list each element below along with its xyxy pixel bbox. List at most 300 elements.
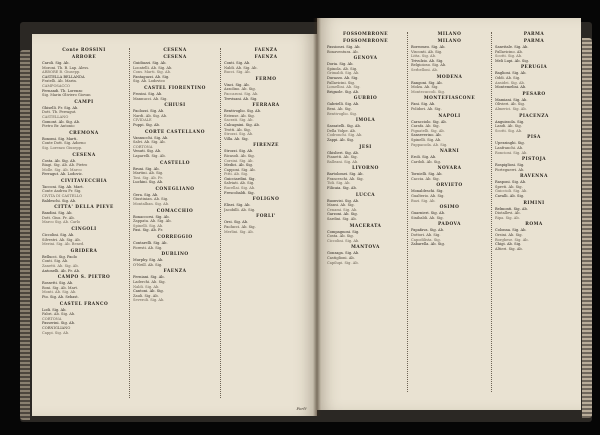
directory-entry	[327, 39, 404, 54]
subscriber-line: Rospigliosi. Sig.	[495, 163, 525, 168]
subscriber-line: Vannucchi. Sig. Ab.	[133, 135, 169, 140]
subscriber-line: Ghislieri. Sig. Ab.	[327, 150, 359, 155]
directory-entry	[327, 245, 404, 265]
subscriber-line: Paccaroni. Sig. Ab.	[224, 91, 259, 96]
subscriber-line: Almerici. Sig. Ab.	[495, 106, 527, 111]
city-heading: FAENZA	[163, 269, 187, 275]
subscriber-line: Gabrielli. Sig. Ab.	[327, 102, 360, 107]
directory-entry	[411, 183, 488, 203]
directory-entry	[224, 77, 308, 101]
city-heading: RIMINI	[523, 200, 545, 206]
directory-entry	[42, 153, 126, 177]
subscriber-line: Gualterio. Ab. Sig.	[411, 194, 445, 199]
city-heading: JESI	[359, 144, 372, 150]
subscriber-line: Pallavicino. Ab.	[495, 49, 523, 54]
subscriber-line: Buonvisi. Sig. Ab.	[327, 198, 360, 203]
directory-entry	[327, 193, 404, 222]
subscriber-line: Mamiani. Sig. Ab.	[495, 97, 528, 102]
subscriber-line: Fratelli. Ab. Marin.	[42, 79, 77, 84]
city-heading: LIVORNO	[352, 166, 379, 172]
directory-entry	[42, 227, 126, 247]
city-heading: OSIMO	[439, 205, 460, 211]
city-heading: MANTOVA	[351, 245, 380, 251]
subscriber-line: Belmonti. Sig. Ab.	[495, 206, 528, 211]
subscriber-line: Sacrati. Sig. Ab.	[224, 118, 254, 123]
column-running-head: FAENZA	[254, 48, 278, 53]
city-heading: NAPOLI	[438, 113, 461, 119]
subscriber-line: Trevisani. Ab. Sig.	[224, 96, 258, 101]
subscriber-line: Spinelli. Sig. Ab.	[411, 137, 442, 142]
subscriber-line: Pignatelli. Sig. Ab.	[411, 128, 445, 133]
subscriber-line: CIVIDALE	[133, 118, 152, 123]
subscriber-line: Fantaguzzi. Ab. Sig.	[133, 74, 170, 79]
subscriber-line: Ricasoli. Ab. Sig.	[224, 153, 255, 158]
subscriber-line: Rangoni. Sig. Ab.	[411, 80, 443, 85]
subscriber-line: Azzolino. Ab. Sig.	[224, 87, 256, 92]
directory-entry	[495, 201, 573, 221]
city-heading: FAENZA	[254, 55, 278, 60]
city-heading: PERUGIA	[520, 65, 548, 71]
directory-entry	[133, 103, 217, 127]
subscriber-line: Sardini. Sig. Ab.	[327, 217, 357, 222]
subscriber-line: Tosi. Sig. Ab. Fr.	[133, 175, 163, 180]
directory-entry	[495, 174, 573, 198]
subscriber-line: Landi. Ab. Sig.	[495, 124, 522, 129]
subscriber-line: Zanetti. Ab. Sig. Ab.	[42, 264, 79, 268]
subscriber-line: Eroli. Sig. Ab.	[411, 155, 437, 160]
subscriber-line: Conte Dott. Sig. Adorno	[42, 141, 86, 146]
subscriber-line: Cenami. Sig. Ab.	[327, 207, 358, 212]
subscriber-line: Gera. Sig. Ab.	[133, 192, 159, 197]
subscriber-line: Garzoni. Ab. Sig.	[327, 212, 358, 217]
city-heading: MACERATA	[349, 223, 382, 229]
city-heading: CASTEL FRANCO	[59, 301, 109, 307]
subscriber-line: Bartolomei. Sig. Ab.	[327, 172, 364, 177]
subscriber-line: Polidori. Ab. Sig.	[411, 106, 442, 111]
directory-entry	[411, 166, 488, 181]
subscriber-line: Strozzi. Sig. Ab.	[224, 132, 254, 137]
subscriber-line: Rasponi. Sig. Ab.	[495, 180, 527, 185]
subscriber-line: Oddi. Ab. Sig.	[495, 75, 521, 80]
city-heading: IMOLA	[355, 118, 376, 124]
subscriber-line: Bonomi. Sig. Marti.	[42, 136, 78, 141]
page-edges-left	[20, 50, 30, 420]
subscriber-line: Rucellai. Sig. Ab.	[224, 186, 256, 191]
subscriber-line: Passionei. Sig. Ab.	[327, 45, 361, 49]
subscriber-line: Bonaccorsi. Sig. Ab.	[133, 214, 170, 219]
directory-entry	[42, 249, 126, 273]
subscriber-line: Tornielli. Sig. Ab.	[411, 172, 443, 177]
left-column-1	[42, 46, 126, 400]
directory-entry	[411, 149, 488, 164]
city-heading: PIACENZA	[519, 113, 549, 119]
directory-entry	[42, 302, 126, 336]
subscriber-line: Montalban. Sig. Ab.	[133, 202, 170, 207]
subscriber-line: Durazzo. Ab. Sig.	[327, 75, 359, 80]
subscriber-line: Serbelloni. Ab.	[411, 67, 438, 72]
subscriber-line: Gomont. Ab. Sig. Ab.	[42, 119, 81, 124]
subscriber-line: Orsini. Ab. Sig.	[495, 233, 523, 238]
directory-entry	[224, 103, 308, 141]
directory-entry	[411, 96, 488, 111]
directory-entry	[42, 275, 126, 299]
subscriber-line: Ciccolini. Sig. Ab.	[327, 238, 360, 243]
subscriber-line: Sig. Ab. Lodovico	[133, 79, 165, 84]
city-heading: GRIDERA	[70, 248, 98, 254]
city-heading: ORVIETO	[436, 183, 463, 189]
subscriber-line: Upezzinghi. Sig.	[495, 141, 525, 146]
subscriber-line: Fani. Sig. Ab.	[411, 102, 436, 107]
subscriber-line: Molle. Sig. Ab. Marco	[42, 167, 82, 172]
city-heading: CASTEL FIORENTINO	[144, 85, 206, 91]
subscriber-line: Sassatelli. Sig. Ab.	[327, 124, 361, 129]
subscriber-line: Estense. Ab. Sig.	[224, 113, 255, 118]
subscriber-line: Naldi. Sig. Ab.	[133, 284, 160, 289]
subscriber-line: Guiccioli. Sig. Ab.	[495, 189, 528, 194]
directory-entry	[42, 131, 126, 151]
subscriber-line: Ferragut. Ab. Lodovic.	[42, 172, 83, 177]
directory-entry	[495, 135, 573, 155]
directory-entry	[224, 55, 308, 75]
subscriber-line: Laderchi. Ab. Sig.	[133, 280, 166, 284]
subscriber-line: Luchini. Sig. Ab.	[133, 180, 164, 185]
city-heading: MONTEFIASCONE	[423, 96, 476, 102]
subscriber-line: Borromeo. Sig. Ab.	[411, 45, 446, 49]
column-running-head: FOSSOMBRONE	[342, 32, 389, 37]
column-rule	[407, 32, 408, 392]
subscriber-line: Pallavicini. Sig.	[327, 80, 355, 85]
subscriber-line: Caroli. Sig. Ab.	[42, 61, 70, 65]
subscriber-line: Rossetti. Sig. Ab.	[42, 281, 74, 286]
city-heading: PESARO	[522, 91, 546, 97]
subscriber-line: Bucci. Sig. Ab.	[224, 70, 251, 75]
subscriber-line: Zappi. Ab. Sig.	[327, 137, 354, 142]
directory-entry	[495, 65, 573, 89]
subscriber-line: Merini. Sig. Ab. Bened.	[42, 242, 85, 247]
subscriber-line: Moroni. Tb. B. Lap. Aless.	[42, 65, 90, 70]
subscriber-line: Montemelini. Ab.	[495, 85, 527, 90]
subscriber-line: Gonzaga. Sig. Ab.	[327, 251, 360, 256]
subscriber-line: Lomellini. Ab. Sig.	[327, 85, 361, 90]
directory-entry	[42, 179, 126, 203]
directory-entry	[133, 235, 217, 250]
subscriber-line: Caccia. Ab. Sig.	[411, 176, 440, 181]
subscriber-line: Pappacoda. Ab. Sig.	[411, 142, 448, 147]
subscriber-line: Baglioni. Sig. Ab.	[495, 71, 527, 76]
subscriber-line: Beni. Ab. Sig.	[327, 106, 352, 111]
subscriber-line: Cardoli. Ab. Sig.	[411, 159, 441, 164]
column-rule	[129, 48, 130, 398]
subscriber-line: Frosini. Sig. Ab.	[133, 91, 163, 96]
left-page	[32, 34, 317, 416]
city-heading: CONEGLIANO	[155, 186, 195, 192]
subscriber-line: Colonna. Sig. Ab.	[495, 228, 527, 233]
directory-entry	[411, 75, 488, 95]
subscriber-line: Marco Sig. Ab. Carlo	[42, 220, 81, 225]
subscriber-line: Capilupi. Sig. Ab.	[327, 260, 359, 265]
subscriber-line: Montecuccoli. Sig.	[411, 89, 445, 94]
subscriber-line: Zabarella. Ab. Sig.	[411, 242, 445, 247]
subscriber-line: Bentivoglio. Sig. Ab.	[224, 109, 262, 114]
city-heading: CORREGGIO	[157, 235, 193, 241]
subscriber-line: Puppi. Sig. Ab.	[133, 122, 161, 127]
directory-entry	[327, 224, 404, 244]
directory-entry	[133, 55, 217, 84]
subscriber-line: Zappata. Ab. Sig. Ab.	[133, 219, 172, 224]
subscriber-line: Tidi. Sig. Ab.	[327, 181, 351, 186]
subscriber-line: Carafa. Ab. Sig.	[411, 124, 440, 129]
subscriber-line: Grimaldi. Sig. Ab.	[327, 71, 360, 76]
city-heading: FOSSOMBRONE	[342, 39, 389, 44]
city-heading: DUBLINO	[161, 252, 189, 258]
column-running-head: Conte ROSSINI	[62, 48, 106, 53]
subscriber-line: Giustinian. Ab. Sig.	[133, 197, 169, 202]
right-page	[317, 18, 581, 410]
city-heading: MODENA	[436, 74, 463, 80]
subscriber-line: Dott. Tb. Ferragut.	[42, 110, 77, 115]
subscriber-line: ARBORE B. Giusepp.	[42, 70, 81, 75]
subscriber-line: Antonelli. Ab. Fr. Ab.	[42, 268, 81, 273]
city-heading: FERRARA	[252, 103, 280, 109]
subscriber-line: Ciccolini. Sig. Ab.	[42, 233, 75, 238]
city-heading: FIRENZE	[253, 143, 279, 149]
subscriber-line: Boni. Sig. Ab. Mart.	[42, 285, 79, 290]
city-heading: PADOVA	[438, 222, 461, 228]
column-rule	[491, 32, 492, 392]
directory-entry	[133, 86, 217, 101]
subscriber-line: Fabri. Ab. Sig. Ab.	[42, 312, 76, 317]
subscriber-line: Pianetti. Ab. Sig.	[327, 155, 358, 160]
subscriber-line: Nardi. Ab. Sig. Ab.	[133, 113, 168, 118]
subscriber-line: Sig. Lorenzo Giusepp.	[42, 145, 83, 150]
directory-entry	[327, 145, 404, 165]
subscriber-line: Silvestri. Ab. Sig. Ab.	[42, 237, 81, 242]
subscriber-line: Olivieri. Ab. Sig.	[495, 102, 525, 107]
directory-entry	[495, 39, 573, 63]
subscriber-line: Monaldeschi. Sig.	[411, 189, 444, 194]
subscriber-line: Lodi. Sig. Ab.	[42, 307, 67, 312]
subscriber-line: Pietro Br. Antonio	[42, 124, 75, 129]
subscriber-line: Diotallevi. Ab.	[495, 211, 521, 216]
subscriber-line: Costa. Ab. Sig.	[327, 234, 354, 239]
city-heading: PISA	[527, 135, 541, 141]
subscriber-line: CORTONA	[42, 316, 62, 321]
directory-entry	[495, 114, 573, 134]
subscriber-line: Bonaventura. Ab.	[327, 49, 359, 54]
city-heading: CIVITAVECCHIA	[60, 178, 108, 184]
city-heading: CESENA	[163, 55, 187, 60]
subscriber-line: Cappi. Sig. Ab.	[42, 330, 70, 335]
subscriber-line: Doria. Sig. Ab.	[327, 62, 354, 67]
subscriber-line: Visconti. Ab. Sig.	[411, 49, 443, 54]
subscriber-line: Bandini. Sig. Ab.	[42, 211, 73, 216]
directory-entry	[224, 197, 308, 212]
subscriber-line: Locatelli. Ab. Sig. Ab.	[133, 65, 173, 70]
subscriber-line: Cantoni. Ab. Sig.	[133, 289, 164, 294]
column-rule	[220, 48, 221, 398]
subscriber-line: Ferniani. Sig. Ab.	[133, 275, 165, 280]
page-edges-right	[582, 38, 592, 418]
subscriber-line: Dott. Gius. Fr. Ab.	[42, 215, 75, 220]
subscriber-line: Paolucci. Ab. Sig.	[224, 225, 256, 230]
city-heading: PARMA	[523, 39, 545, 44]
subscriber-line: Ansidei. Sig. Ab.	[495, 80, 525, 85]
subscriber-line: Pasi. Sig. Ab. Fr.	[133, 228, 164, 233]
column-running-head: PARMA	[523, 32, 545, 37]
directory-entry	[133, 209, 217, 233]
left-column-2	[133, 46, 217, 400]
subscriber-line: Litta. Sig. Ab.	[411, 54, 437, 59]
city-heading: ROMA	[525, 222, 543, 228]
city-heading: CINGOLI	[71, 227, 97, 233]
subscriber-line: Salviati. Ab. Sig.	[224, 181, 255, 186]
subscriber-line: Biagi. Sig. Ab. Ab. Pietro	[42, 163, 88, 168]
subscriber-line: Conti. Sig. Ab.	[42, 259, 69, 264]
subscriber-line: Guidiuzzi. Sig. Ab.	[133, 61, 167, 65]
directory-entry	[495, 222, 573, 251]
subscriber-line: Tacconi. Sig. Ab. Mart.	[42, 184, 84, 189]
subscriber-line: Conte Andrea Fr. Sig.	[42, 189, 82, 194]
subscriber-line: Salvi. Ab. Sig. Ab.	[133, 140, 166, 145]
directory-entry	[42, 205, 126, 225]
subscriber-line: Molza. Ab. Sig.	[411, 85, 439, 90]
subscriber-line: Ghiselli. Fr. Sig. Ab.	[42, 105, 79, 110]
city-heading: FORLI'	[256, 214, 276, 220]
subscriber-line: Trivulzio. Ab. Sig.	[411, 58, 444, 63]
subscriber-line: Caracciolo. Sig. Ab.	[411, 119, 447, 124]
subscriber-line: Spinelli. Sig. Ab.	[133, 223, 164, 228]
subscriber-line: Monti. Ab. Sig. Ab.	[42, 290, 77, 295]
directory-entry	[327, 56, 404, 94]
subscriber-line: Sinibaldi. Ab. Sig.	[411, 215, 444, 220]
city-heading: CHIUSI	[164, 103, 186, 109]
city-heading: MILANO	[437, 39, 462, 44]
city-heading: CREMONA	[69, 130, 99, 136]
subscriber-line: Cons. Marti. Sig. Ab.	[133, 70, 172, 75]
directory-entry	[411, 205, 488, 220]
directory-entry	[133, 130, 217, 159]
subscriber-line: Chigi. Ab. Sig.	[495, 242, 522, 247]
subscriber-line: Calcagnini. Sig. Ab.	[224, 122, 260, 127]
book-gutter	[313, 18, 321, 416]
subscriber-line: CORTONA	[133, 144, 153, 149]
subscriber-line: Balleani. Sig. Ab.	[327, 159, 359, 164]
city-heading: NARNI	[439, 149, 460, 155]
subscriber-line: Strozzi. Sig. Ab.	[224, 149, 254, 154]
city-heading: COMACCHIO	[156, 208, 194, 214]
subscriber-line: Bentivoglio. Sig.	[327, 111, 357, 116]
subscriber-line: Spinola. Ab. Sig.	[327, 66, 358, 71]
subscriber-line: Venuti. Sig. Ab.	[133, 149, 162, 154]
subscriber-line: Dottori. Ab. Sig.	[411, 233, 441, 238]
subscriber-line: Pio. Sig. Ab. Sebast.	[42, 294, 79, 299]
subscriber-line: Contarelli. Sig. Ab.	[133, 241, 168, 246]
subscriber-line: Vinci. Sig. Ab.	[224, 82, 250, 87]
directory-entry	[495, 92, 573, 112]
directory-entry	[42, 100, 126, 129]
directory-entry	[411, 114, 488, 148]
subscriber-line: Ripa. Sig. Ab.	[495, 215, 520, 220]
directory-entry	[224, 214, 308, 234]
directory-entry	[327, 166, 404, 190]
directory-entry	[327, 118, 404, 142]
subscriber-line: O'Neill. Ab. Sig.	[133, 262, 163, 267]
subscriber-line: Scotti. Sig. Ab.	[495, 128, 523, 133]
directory-entry	[133, 161, 217, 185]
subscriber-line: Mannucci. Ab. Sig.	[133, 96, 168, 101]
subscriber-line: Lanfranchi. Ab.	[495, 145, 524, 150]
subscriber-line: Bellucci. Sig. Paolo	[42, 254, 77, 259]
right-column-3	[495, 30, 573, 394]
subscriber-line: Altieri. Sig. Ab.	[495, 246, 523, 251]
subscriber-line: CASTELLA BELLANDA	[42, 74, 85, 79]
subscriber-line: Borghese. Sig. Ab.	[495, 237, 529, 242]
city-heading: GENOVA	[353, 56, 378, 62]
subscriber-line: CASTELLANO	[42, 114, 69, 119]
directory-entry	[411, 222, 488, 246]
subscriber-line: Brignole. Sig. Ab.	[327, 89, 360, 94]
subscriber-line: Sig. Marin Oliviero Giovan	[42, 93, 91, 98]
subscriber-line: Naldi. Ab. Sig. Ab.	[224, 65, 258, 70]
subscriber-line: Conti. Sig. Ab.	[224, 61, 251, 65]
directory-entry	[133, 187, 217, 207]
column-running-head: MILANO	[437, 32, 462, 37]
subscriber-line: Anguissola. Sig.	[495, 119, 525, 124]
directory-entry	[224, 143, 308, 195]
subscriber-line: Medici. Ab. Sig.	[224, 163, 253, 168]
city-heading: LUCCA	[355, 192, 376, 198]
subscriber-line: Forteguerri. Ab.	[495, 167, 525, 172]
subscriber-line: Cavalli. Ab. Sig.	[495, 194, 525, 199]
subscriber-line: Scotti. Sig. Ab.	[495, 54, 523, 59]
subscriber-line: Frescobaldi. Sig.	[224, 190, 255, 195]
subscriber-line: Mansi. Ab. Sig.	[327, 203, 355, 208]
city-heading: ARBORE	[71, 55, 97, 60]
subscriber-line: CAMPOSACCO	[42, 83, 70, 88]
city-heading: CASTELLO	[159, 160, 191, 166]
subscriber-line: Meli Lupi. Ab. Sig.	[495, 58, 529, 63]
subscriber-line: Belgioioso. Sig. Ab.	[411, 63, 447, 68]
subscriber-line: Fernandi. Tb. Lorenzo	[42, 88, 83, 93]
open-book	[20, 14, 592, 422]
subscriber-line: Buzi. Sig. Ab.	[411, 198, 436, 203]
directory-entry	[411, 39, 488, 73]
subscriber-line: Jacobilli. Ab. Sig.	[224, 207, 256, 212]
directory-entry	[495, 157, 573, 172]
subscriber-line: Passerini. Sig. Ab.	[42, 321, 76, 326]
subscriber-line: Della Volpe. Ab.	[327, 128, 356, 133]
right-column-2	[411, 30, 488, 394]
city-heading: FOLIGNO	[252, 197, 280, 203]
directory-entry	[42, 55, 126, 98]
subscriber-line: Laparelli. Sig. Ab.	[133, 153, 166, 158]
subscriber-line: Martini. Ab. Sig.	[133, 171, 164, 176]
subscriber-line: Corsini. Sig. Ab.	[224, 158, 254, 163]
subscriber-line: Zauli. Sig. Ab.	[133, 293, 159, 298]
city-heading: CORTE CASTELLANO	[144, 129, 205, 135]
subscriber-line: Compagnoni. Sig.	[327, 229, 360, 234]
subscriber-line: Spreti. Ab. Sig.	[495, 184, 523, 189]
subscriber-line: Villa. Ab. Sig.	[224, 136, 249, 141]
city-heading: CAMPO S. PIETRO	[57, 275, 111, 281]
city-heading: RAVENNA	[520, 174, 548, 180]
city-heading: CITTA' DELLA PIEVE	[54, 205, 114, 211]
subscriber-line: Capponi. Sig. Ab.	[224, 167, 256, 172]
left-column-3	[224, 46, 308, 400]
subscriber-line: Murphy. Sig. Ab.	[133, 258, 164, 263]
subscriber-line: CIVITA DI CASTELLO	[42, 194, 83, 199]
subscriber-line: Elisei. Sig. Ab.	[224, 203, 251, 208]
